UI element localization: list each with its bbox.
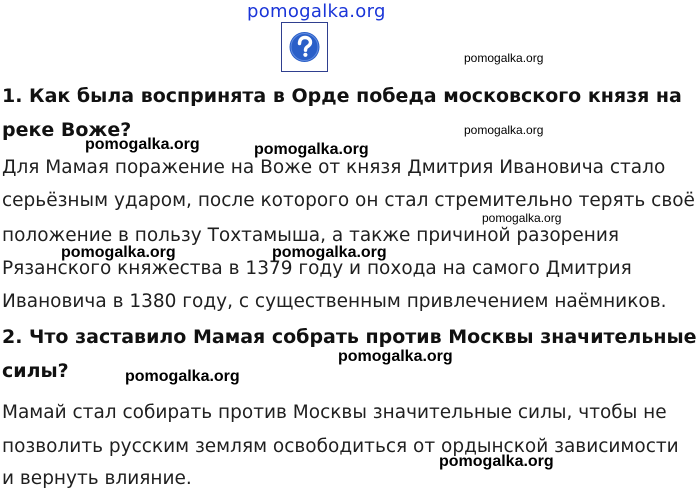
watermark: pomogalka.org [439,453,554,470]
help-box[interactable] [281,22,328,72]
watermark-top: pomogalka.org [247,1,386,22]
watermark: pomogalka.org [61,244,176,261]
answer-1-line-3: положение в пользу Тохтамыша, а также причиной разорения [2,225,620,246]
answer-1-line-5: Ивановича в 1380 году, с существенным привлечением наёмников. [2,291,667,312]
question-2-line-1: 2. Что заставило Мамая собрать против Москвы значительные [2,326,697,348]
question-1-line-2: реке Воже? [2,119,132,141]
watermark: pomogalka.org [272,244,387,261]
question-2-line-2: силы? [2,360,69,382]
answer-1-line-2: серьёзным ударом, после которого он стал стремительно терять своё [2,190,695,211]
watermark: pomogalka.org [125,368,240,385]
watermark: pomogalka.org [482,211,562,225]
watermark: pomogalka.org [85,136,200,153]
answer-2-line-2: позволить русским землям освободиться от ордынской зависимости [2,436,679,457]
answer-1-line-4: Рязанского княжества в 1379 году и похода на самого Дмитрия [2,258,632,279]
watermark: pomogalka.org [254,141,369,158]
answer-2-line-1: Мамай стал собирать против Москвы значительные силы, чтобы не [2,402,667,423]
answer-2-line-3: и вернуть влияние. [2,468,192,489]
question-mark-circle-icon [282,23,327,71]
question-1-line-1: 1. Как была воспринята в Орде победа московского князя на [2,85,682,107]
watermark: pomogalka.org [464,51,544,65]
watermark: pomogalka.org [464,123,544,137]
watermark: pomogalka.org [338,348,453,365]
answer-1-line-1: Для Мамая поражение на Воже от князя Дмитрия Ивановича стало [2,157,666,178]
